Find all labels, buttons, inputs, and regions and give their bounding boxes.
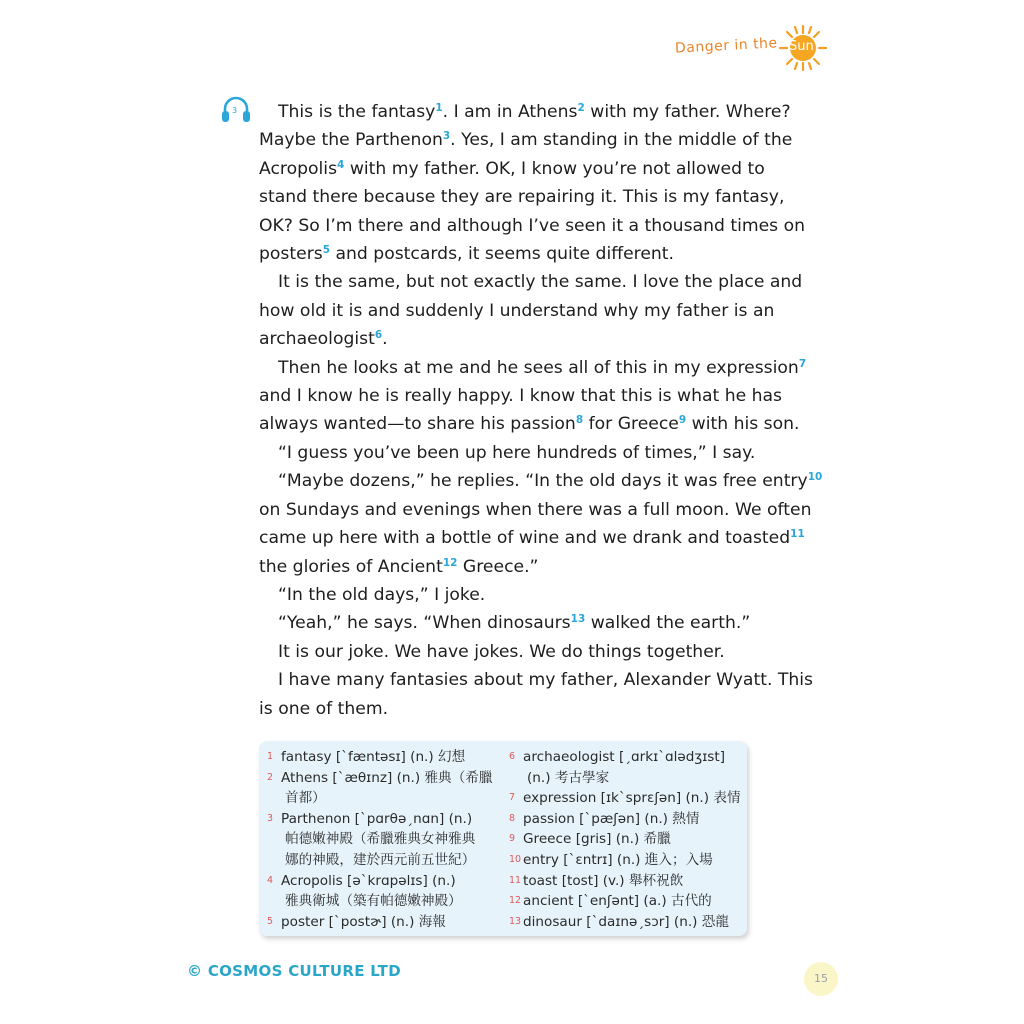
- glossary-entry: 13 dinosaur [ˋdaɪnəˏsɔr] (n.) 恐龍: [509, 912, 741, 933]
- sun-label: Sun: [789, 39, 814, 54]
- glossary-number: 4: [267, 874, 274, 886]
- glossary-number: 1: [267, 751, 274, 762]
- glossary-number: 3: [267, 812, 274, 824]
- footnote-marker[interactable]: 1: [435, 102, 443, 114]
- footnote-marker[interactable]: 10: [807, 471, 823, 484]
- glossary-column-right: [509, 747, 741, 932]
- footnote-marker[interactable]: 8: [575, 414, 584, 427]
- glossary-number: 13: [509, 915, 522, 927]
- glossary-entry: 1 fantasy [ˋfæntəsɪ] (n.) 幻想: [267, 747, 507, 768]
- glossary-entry: 2 Athens [ˋæθɪnz] (n.) 雅典（希臘 首都）: [267, 769, 493, 807]
- glossary-box: [259, 741, 747, 936]
- glossary-entry: 8 passion [ˋpæʃən] (n.) 熱情: [509, 809, 741, 830]
- glossary-entry: 6 archaeologist [ˏɑrkɪˋɑlədʒɪst] (n.) 考古學家: [509, 749, 726, 786]
- glossary-entry: 7 expression [ɪkˋsprɛʃən] (n.) 表情: [509, 788, 741, 809]
- story-text: [259, 98, 823, 723]
- running-header-title: Danger in the: [675, 35, 779, 57]
- footnote-marker[interactable]: 3: [442, 130, 451, 143]
- publisher-credit: © COSMOS CULTURE LTD: [187, 962, 401, 980]
- glossary-number: 10: [509, 853, 522, 865]
- footnote-marker[interactable]: 12: [442, 556, 458, 569]
- glossary-number: 6: [509, 751, 516, 762]
- footnote-marker[interactable]: 6: [374, 329, 383, 342]
- glossary-entry: 10 entry [ˋɛntrɪ] (n.) 進入；入場: [509, 850, 741, 871]
- glossary-number: 12: [509, 895, 522, 907]
- glossary-entry: 9 Greece [gris] (n.) 希臘: [509, 829, 741, 850]
- paragraph: “Yeah,” he says. “When dinosaurs$^{13}$ walked the earth.”: [278, 613, 751, 634]
- footnote-marker[interactable]: 11: [790, 528, 805, 541]
- paragraph: I have many fantasies about my father, Alexander Wyatt. This is one of them.: [259, 670, 813, 719]
- glossary-number: 5: [267, 915, 274, 927]
- footnote-marker[interactable]: 2: [577, 102, 585, 114]
- glossary-column-left: [267, 747, 507, 932]
- paragraph: This is the fantasy$^1$. I am in Athens$^2$ with my father. Where? Maybe the Parthenon$^3$. Yes, I am standing in the middle of the Acropolis$^4$ with my father. OK, I know you’re not allowed to stand there because they are repairing it. This is my fantasy, OK? So I’m there and although I’ve seen it a thousand times on posters$^5$ and postcards, it seems quite different.: [259, 102, 805, 265]
- glossary-entry: 11 toast [tost] (v.) 舉杯祝飲: [509, 871, 741, 892]
- paragraph: It is our joke. We have jokes. We do things together.: [278, 641, 725, 662]
- paragraph: “In the old days,” I joke.: [278, 584, 486, 605]
- footnote-marker[interactable]: 4: [337, 158, 345, 171]
- glossary-number: 7: [509, 792, 516, 804]
- glossary-entry: 3 Parthenon [ˋpɑrθəˏnɑn] (n.) 帕德嫩神殿（希臘雅典女神雅典 娜的神殿，建於西元前五世紀）: [267, 810, 476, 868]
- footnote-marker[interactable]: 5: [322, 244, 331, 257]
- footnote-marker[interactable]: 13: [570, 613, 586, 626]
- glossary-entry: 4 Acropolis [əˋkrɑpəlɪs] (n.) 雅典衛城（築有帕德嫩神殿）: [267, 872, 462, 910]
- footnote-marker[interactable]: 7: [798, 357, 807, 370]
- paragraph: Then he looks at me and he sees all of this in my expression$^7$ and I know he is really happy. I know that this is what he has always wanted—to share his passion$^8$ for Greece$^9$ with his son.: [259, 357, 807, 435]
- audio-track-number: 3: [232, 106, 238, 115]
- glossary-entry: 12 ancient [ˋenʃənt] (a.) 古代的: [509, 891, 741, 912]
- footnote-marker[interactable]: 9: [678, 414, 687, 427]
- glossary-number: 9: [509, 833, 516, 845]
- page-number: 15: [804, 962, 838, 996]
- paragraph: “Maybe dozens,” he replies. “In the old days it was free entry$^{10}$ on Sundays and evenings when there was a full moon. We often came up here with a bottle of wine and we drank and toasted$^{11}$ the glories of Ancient$^{12}$ Greece.”: [259, 471, 823, 577]
- paragraph: It is the same, but not exactly the same. I love the place and how old it is and suddenly I understand why my father is an archaeologist$^6$.: [259, 272, 803, 350]
- paragraph: “I guess you’ve been up here hundreds of times,” I say.: [278, 442, 756, 463]
- glossary-number: 8: [509, 812, 516, 824]
- glossary-entry: 5 poster [ˋpostɚ] (n.) 海報: [267, 912, 507, 933]
- glossary-number: 11: [509, 874, 522, 886]
- glossary-number: 2: [267, 771, 274, 783]
